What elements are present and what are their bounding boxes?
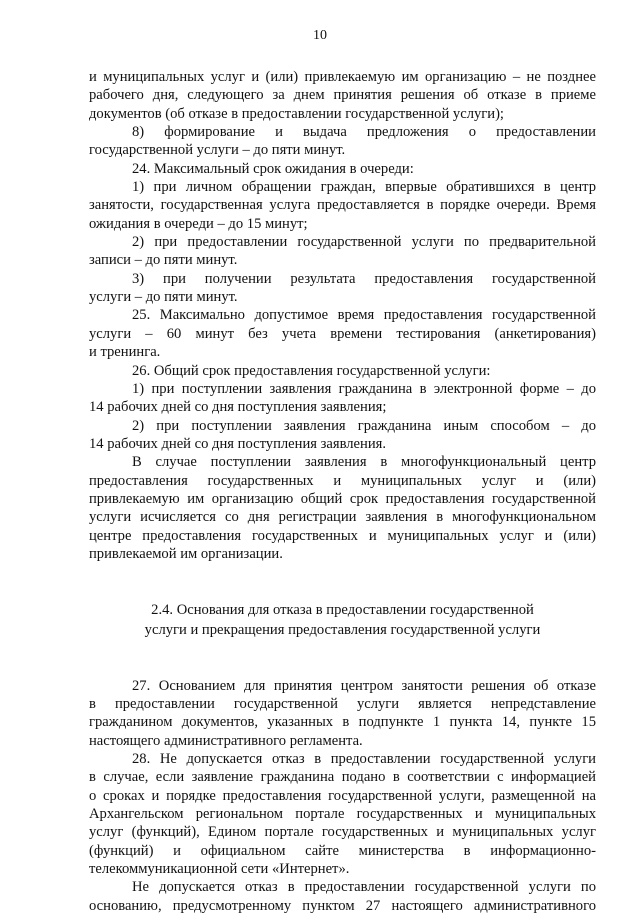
text-line: 1) при личном обращении граждан, впервые обратившихся в центр [132, 179, 596, 196]
text-line: основанию, предусмотренному пунктом 27 настоящего административного [89, 897, 596, 914]
text-line: о сроках и порядке предоставления государственной услуги, размещенной на [89, 787, 596, 804]
text-line: центре предоставления государственных и муниципальных услуг и (или) [89, 527, 596, 544]
text-line: записи – до пяти минут. [89, 252, 238, 269]
text-line: (функций) и официальном сайте министерства в информационно- [89, 842, 596, 859]
text-line: телекоммуникационной сети «Интернет». [89, 861, 350, 878]
blank-line [89, 582, 596, 600]
text-line: 3) при получении результата предоставления государственной [132, 270, 596, 287]
text-line: документов (об отказе в предоставлении государственной услуги); [89, 105, 504, 122]
section-heading-line: 2.4. Основания для отказа в предоставлении государственной [151, 601, 534, 618]
text-line: услуг (функций), Едином портале государственных и муниципальных услуг [89, 824, 596, 841]
section-heading-line: услуги и прекращения предоставления государственной услуги [144, 621, 541, 638]
text-line: 2) при предоставлении государственной услуги по предварительной [132, 234, 596, 251]
text-line: и тренинга. [89, 344, 161, 361]
text-line: гражданином документов, указанных в подпункте 1 пункта 14, пункте 15 [89, 714, 596, 731]
document-body [89, 68, 596, 915]
text-line: 1) при поступлении заявления гражданина в электронной форме – до [132, 380, 596, 397]
text-line: 25. Максимально допустимое время предоставления государственной [132, 307, 596, 324]
text-line: привлекаемую им организацию общий срок предоставления государственной [89, 490, 596, 507]
page-number: 10 [313, 28, 327, 43]
text-line: 28. Не допускается отказ в предоставлении государственной услуги [132, 751, 596, 768]
text-line: 26. Общий срок предоставления государственной услуги: [132, 362, 491, 379]
text-line: Не допускается отказ в предоставлении государственной услуги по [132, 879, 596, 896]
text-line: 8) формирование и выдача предложения о предоставлении [132, 124, 596, 141]
blank-line [89, 563, 596, 581]
text-line: настоящего административного регламента. [89, 732, 363, 749]
blank-line [89, 640, 596, 658]
text-line: рабочего дня, следующего за днем принятия решения об отказе в приеме [89, 87, 596, 104]
text-line: услуги – 60 минут без учета времени тестирования (анкетирования) [89, 325, 596, 342]
text-line: и муниципальных услуг и (или) привлекаемую им организацию – не позднее [89, 69, 596, 85]
text-line: занятости, государственная услуга предоставляется в порядке очереди. Время [89, 197, 596, 214]
text-line: государственной услуги – до пяти минут. [89, 142, 346, 159]
text-line: услуги – до пяти минут. [89, 289, 238, 306]
text-line: В случае поступлении заявления в многофункциональный центр [132, 454, 596, 471]
text-line: 27. Основанием для принятия центром занятости решения об отказе [132, 677, 596, 694]
text-line: 14 рабочих дней со дня поступления заявления; [89, 399, 387, 416]
text-line: 24. Максимальный срок ожидания в очереди: [132, 160, 414, 177]
text-line: ожидания в очереди – до 15 минут; [89, 215, 308, 232]
text-line: в случае, если заявление гражданина подано в соответствии с информацией [89, 769, 596, 786]
text-line: услуги исчисляется со дня регистрации заявления в многофункциональном [89, 509, 596, 526]
blank-line [89, 658, 596, 676]
text-line: в предоставлении государственной услуги является непредставление [89, 696, 596, 712]
text-line: предоставления государственных и муниципальных услуг и (или) [89, 472, 596, 489]
text-line: привлекаемой им организации. [89, 545, 283, 562]
text-line: 2) при поступлении заявления гражданина иным способом – до [132, 417, 596, 434]
text-line: 14 рабочих дней со дня поступления заявления. [89, 435, 387, 452]
text-line: Архангельском региональном портале государственных и муниципальных [89, 806, 596, 823]
